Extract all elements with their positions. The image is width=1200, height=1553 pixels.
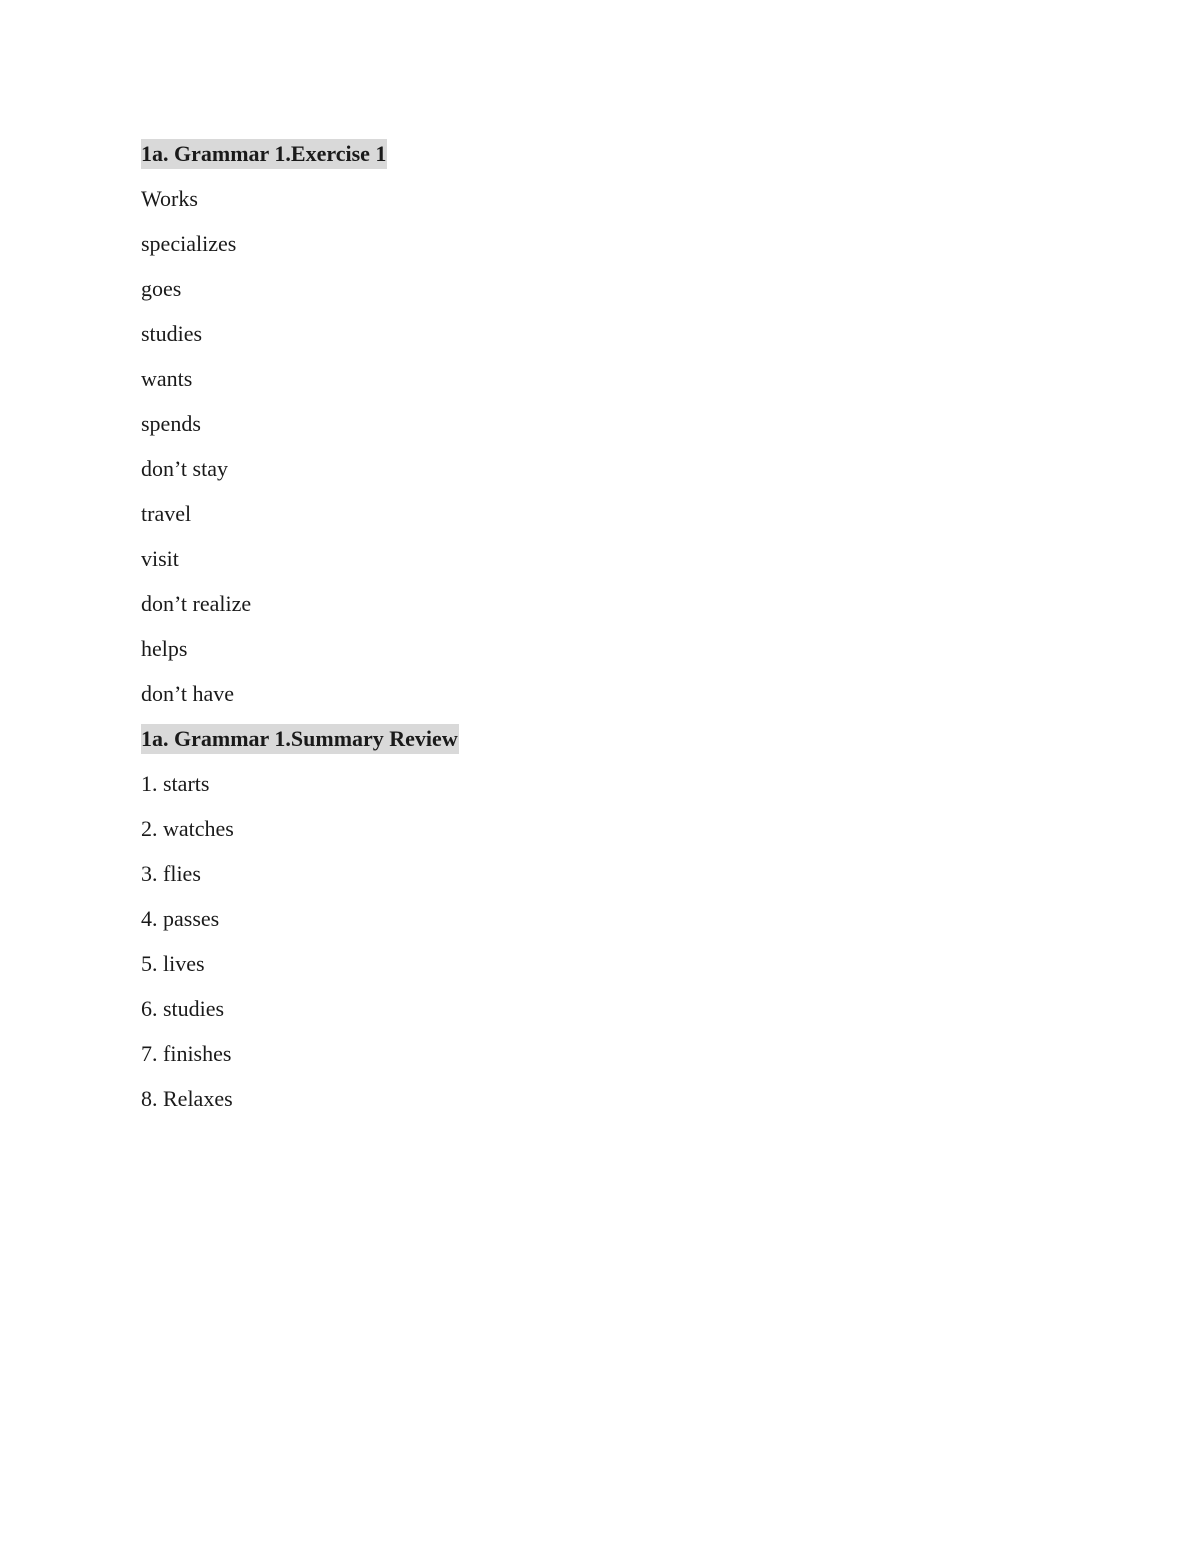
numbered-answer-item: 4. passes	[141, 906, 220, 931]
answer-item: helps	[141, 636, 188, 661]
answer-item: don’t realize	[141, 591, 252, 616]
section-summary-review-heading-row	[141, 724, 1041, 769]
summary-review-answer-list	[141, 769, 1041, 1129]
answer-item: wants	[141, 366, 193, 391]
answer-item: goes	[141, 276, 182, 301]
numbered-answer-item: 2. watches	[141, 816, 234, 841]
section-heading-summary-review: 1a. Grammar 1.Summary Review	[141, 724, 459, 754]
section-exercise-1-heading-row	[141, 139, 1041, 184]
answer-item: don’t stay	[141, 456, 228, 481]
numbered-answer-item: 1. starts	[141, 771, 210, 796]
exercise-1-answer-list	[141, 184, 1041, 724]
answer-item: specializes	[141, 231, 237, 256]
answer-item: studies	[141, 321, 203, 346]
numbered-answer-item: 8. Relaxes	[141, 1086, 233, 1111]
answer-item: spends	[141, 411, 201, 436]
numbered-answer-item: 5. lives	[141, 951, 205, 976]
answer-item: travel	[141, 501, 192, 526]
answer-item: don’t have	[141, 681, 235, 706]
answer-item: visit	[141, 546, 179, 571]
numbered-answer-item: 6. studies	[141, 996, 225, 1021]
answer-item: Works	[141, 186, 198, 211]
numbered-answer-item: 3. flies	[141, 861, 201, 886]
section-heading-exercise-1: 1a. Grammar 1.Exercise 1	[141, 139, 387, 169]
numbered-answer-item: 7. finishes	[141, 1041, 232, 1066]
document-content	[141, 139, 1041, 1129]
